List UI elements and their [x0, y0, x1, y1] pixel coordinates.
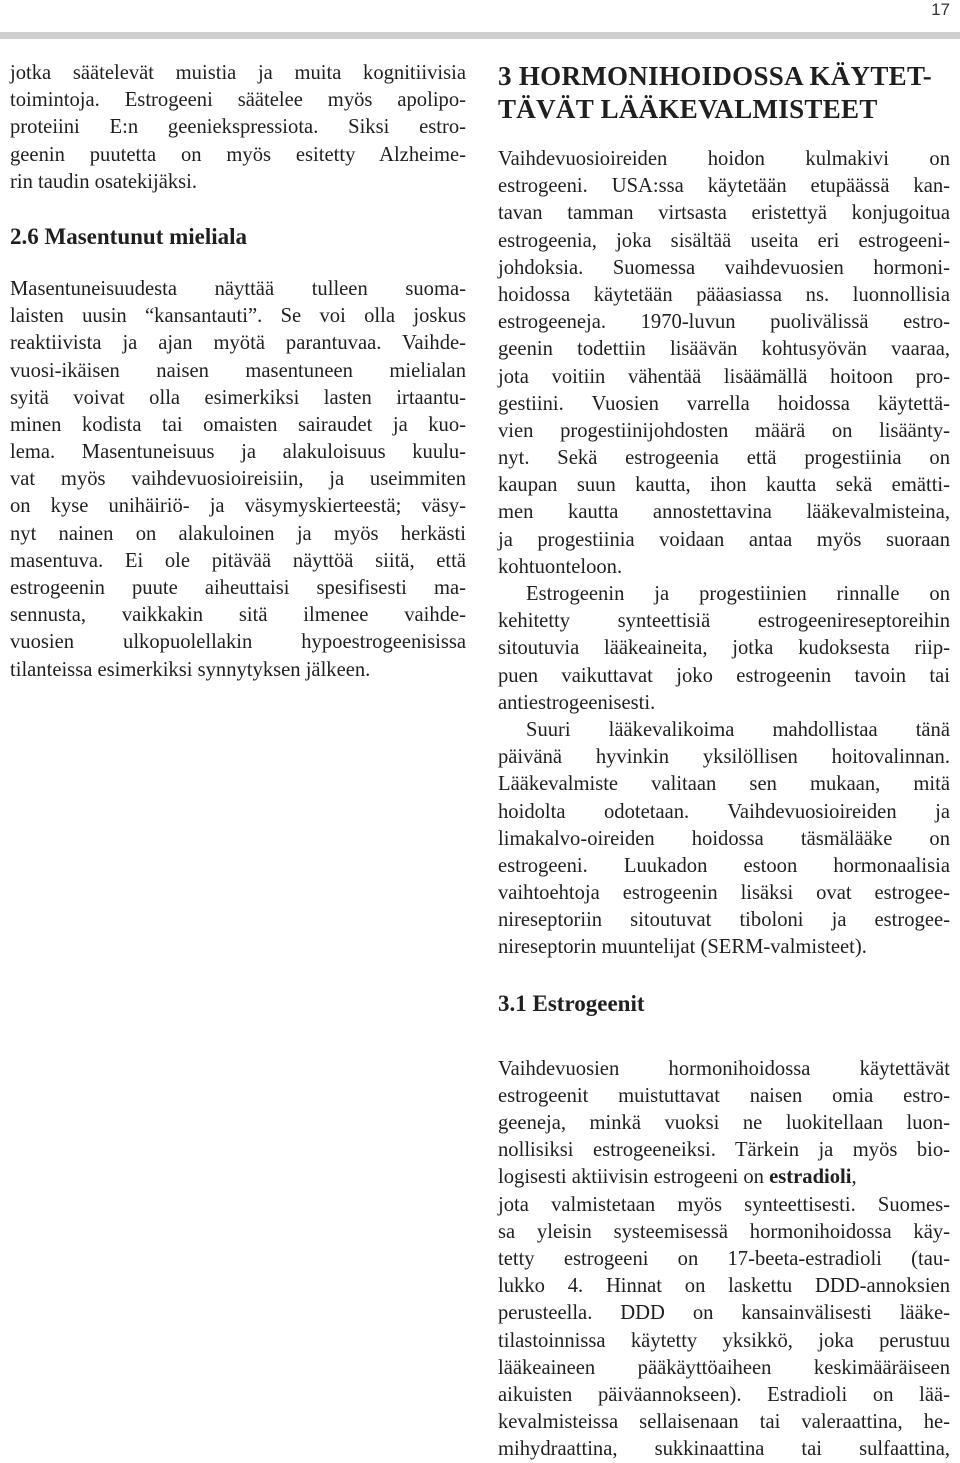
text-line: tetty estrogeeni on 17-beeta-estradioli (tau-: [498, 1247, 950, 1270]
text-line: kaupan suun kautta, ihon kautta sekä emätti-: [498, 474, 950, 497]
left-column: [10, 60, 466, 684]
text-line: lema. Masentuneisuus ja alakuloisuus kuulu-: [10, 441, 466, 464]
chapter-heading-line: 3 HORMONIHOIDOSSA KÄYTET-: [498, 61, 933, 91]
text-line: estrogeeni. USA:ssa käytetään etupäässä kan-: [498, 175, 950, 198]
bold-term-estradioli: estradioli: [769, 1166, 852, 1189]
text-line: ja progestiinia voidaan antaa myös suoraan: [498, 528, 950, 551]
text-line: nireseptoriin sitoutuvat tiboloni ja estrogee-: [498, 909, 950, 932]
text-line: geenin puutetta on myös esitetty Alzheime-: [10, 143, 466, 166]
text-line: tilastoinnissa käytetty yksikkö, joka perustuu: [498, 1329, 950, 1352]
text-line: estrogeenia, joka sisältää useita eri estrogeeni-: [498, 229, 950, 252]
header-rule: [0, 32, 960, 39]
section-heading: 2.6 Masentunut mieliala: [10, 223, 248, 249]
text-line: vuosien ulkopuolellakin hypoestrogeenisissa: [10, 631, 466, 654]
text-line: vat myös vaihdevuosioireisiin, ja useimmiten: [10, 468, 466, 491]
text-line: estrogeenit muistuttavat naisen omia estro-: [498, 1084, 950, 1107]
intro-paragraph: [10, 60, 466, 196]
text-fragment: logisesti aktiivisin estrogeeni on: [498, 1166, 770, 1189]
text-line: Estrogeenin ja progestiinien rinnalle on: [526, 583, 950, 605]
text-line: jota voitiin vähentää lisäämällä hoitoon pro-: [498, 365, 950, 388]
text-line: on kyse unihäiriö- ja väsymyskierteestä; väsy-: [10, 495, 466, 518]
text-line: lukko 4. Hinnat on laskettu DDD-annoksien: [498, 1275, 950, 1298]
text-line: lääkeaineen pääkäyttöaiheen keskimääräiseen: [498, 1356, 950, 1379]
text-line: puen vaikuttavat joko estrogeenin tavoin tai: [498, 664, 950, 687]
text-line: toimintoja. Estrogeeni säätelee myös apolipo-: [10, 89, 466, 112]
subsection-heading: 3.1 Estrogeenit: [498, 990, 645, 1016]
text-line: estrogeeneja. 1970-luvun puolivälissä estro-: [498, 311, 950, 334]
text-line: Suuri lääkevalikoima mahdollistaa tänä: [526, 718, 950, 741]
text-line: estrogeenin puute aiheuttaisi spesifisesti ma-: [10, 577, 466, 599]
text-line: Vaihdevuosien hormonihoidossa käytettävät: [498, 1057, 950, 1080]
text-line: tavan tamman virtsasta eristettyä konjugoitua: [498, 202, 950, 225]
page-number: 17: [931, 0, 950, 19]
text-line: limakalvo-oireiden hoidossa täsmälääke on: [498, 827, 950, 850]
text-line: Masentuneisuudesta näyttää tulleen suoma-: [10, 277, 466, 300]
text-line: vaihtoehtoja estrogeenin lisäksi ovat estrogee-: [498, 882, 950, 905]
text-line: geenin todettiin lisäävän kohtusyövän vaaraa,: [498, 338, 950, 361]
paragraph-receptor-drugs: [498, 581, 950, 717]
paragraph-estrogens: [498, 1056, 950, 1463]
text-line: gestiini. Vuosien varrella hoidossa käytettä-: [498, 392, 950, 415]
text-line: Vaihdevuosioireiden hoidon kulmakivi on: [498, 148, 950, 170]
text-line: rin taudin osatekijäksi.: [10, 170, 198, 193]
text-line: proteiini E:n geeniekspressiota. Siksi estro-: [10, 116, 466, 139]
depression-paragraph: [10, 276, 466, 684]
text-line: Lääkevalmiste valitaan sen mukaan, mitä: [498, 773, 950, 796]
text-line: päivänä hyvinkin yksilöllisen hoitovalinnan.: [498, 746, 950, 769]
text-line: sennusta, vaikkakin sitä ilmenee vaihde-: [10, 604, 466, 627]
text-line: perusteella. DDD on kansainvälisesti lääke-: [498, 1302, 950, 1325]
text-line: men kautta annostettavina lääkevalmisteina,: [498, 501, 950, 524]
text-line: aikuisten päiväannokseen). Estradioli on lää-: [498, 1383, 950, 1406]
text-line: reaktiivista ja ajan myötä parantuvaa. Vaihde-: [10, 332, 466, 355]
text-line: tilanteissa esimerkiksi synnytyksen jälkeen.: [10, 658, 371, 681]
text-line: nollisiksi estrogeeneiksi. Tärkein ja myös bio-: [498, 1139, 950, 1162]
text-line: nyt nainen on alakuloinen ja myös herkästi: [10, 522, 466, 545]
text-line: hoidolta odotetaan. Vaihdevuosioireiden ja: [498, 800, 950, 823]
text-line: sitoutuvia lääkeaineita, jotka kudoksesta riip-: [498, 637, 950, 660]
text-line: syitä voivat olla esimerkiksi lasten irtaantu-: [10, 386, 466, 409]
text-line: nireseptorin muuntelijat (SERM-valmisteet).: [498, 936, 867, 959]
text-line: nyt. Sekä estrogeenia että progestiinia on: [498, 447, 950, 470]
chapter-heading: [498, 60, 950, 126]
chapter-heading-line: TÄVÄT LÄÄKEVALMISTEET: [498, 94, 878, 124]
text-line-with-bold: [498, 1164, 950, 1191]
text-line: jotka säätelevät muistia ja muita kognitiivisia: [10, 62, 466, 84]
text-line: mihydraattina, sukkinaattina tai sulfaattina,: [498, 1438, 950, 1461]
text-line: masentuva. Ei ole pitävää näyttöä siitä, että: [10, 549, 466, 572]
paragraph-treatment-basis: [498, 146, 950, 581]
text-line: laisten uusin “kansantauti”. Se voi olla joskus: [10, 305, 466, 328]
text-line: geeneja, minkä vuoksi ne luokitellaan luon-: [498, 1112, 950, 1134]
text-line: estrogeeni. Luukadon estoon hormonaalisia: [498, 854, 950, 877]
text-line: kevalmisteissa sellaisenaan tai valeraattina, he-: [498, 1411, 950, 1434]
text-line: jota valmistetaan myös synteettisesti. Suomes-: [498, 1193, 950, 1216]
right-column: [498, 60, 950, 1463]
text-line: sa yleisin systeemisessä hormonihoidossa käy-: [498, 1220, 950, 1243]
text-line: kehitetty synteettisiä estrogeenireseptoreihin: [498, 610, 950, 633]
text-line: vuosi-ikäisen naisen masentuneen mielialan: [10, 359, 466, 382]
text-line: hoidossa käytetään pääasiassa ns. luonnollisia: [498, 283, 950, 306]
text-line: vien progestiinijohdosten määrä on lisäänty-: [498, 419, 950, 442]
text-line: kohtuonteloon.: [498, 555, 623, 578]
text-fragment: ,: [851, 1166, 857, 1189]
text-line: johdoksia. Suomessa vaihdevuosien hormoni-: [498, 256, 950, 279]
text-line: antiestrogeenisesti.: [498, 691, 656, 714]
paragraph-drug-selection: [498, 717, 950, 962]
text-line: minen kodista tai omaisten sairaudet ja kuo-: [10, 413, 466, 436]
